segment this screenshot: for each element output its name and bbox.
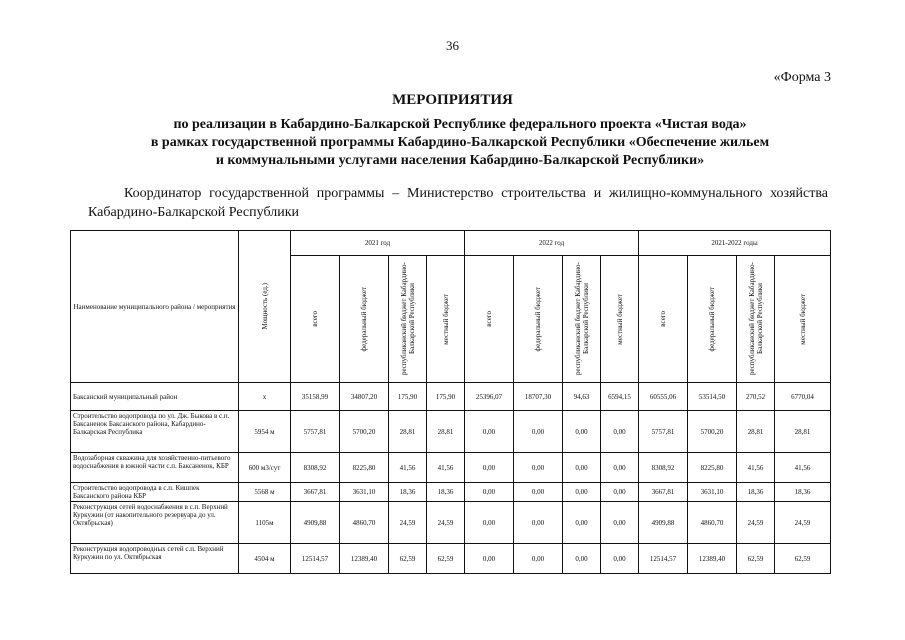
header-local [601,256,639,383]
row-value: 4909,88 [639,502,688,544]
subtitle-line: в рамках государственной программы Кабардино-Балкарской Республики «Обеспечение жильем [150,135,770,150]
row-name: Строительство водопровода по ул. Дж. Быкова в с.п. Баксаненок Баксанского района, Кабардино-Балкарская Республика [71,411,239,453]
row-value: 8308,92 [639,453,688,483]
row-value: 62,59 [775,544,831,574]
row-value: 62,59 [427,544,465,574]
header-federal [688,256,737,383]
header-federal [514,256,563,383]
row-value: 0,00 [601,411,639,453]
row-value: 94,63 [563,383,601,411]
row-value: 0,00 [601,453,639,483]
row-value: 0,00 [465,483,514,502]
table-body [71,383,831,574]
row-value: 0,00 [514,544,563,574]
row-capacity: 5954 м [239,411,291,453]
row-value: 6770,04 [775,383,831,411]
row-capacity: х [239,383,291,411]
row-value: 41,56 [427,453,465,483]
row-value: 25396,07 [465,383,514,411]
header-federal [340,256,389,383]
row-value: 3631,10 [340,483,389,502]
row-value: 12514,57 [639,544,688,574]
row-value: 0,00 [601,483,639,502]
row-value: 62,59 [389,544,427,574]
header-name-label: Наименование муниципального района / мероприятия [73,302,236,311]
header-republic-label: республиканский бюджет Кабардино-Балкарской Республики [747,262,764,376]
row-value: 5757,81 [291,411,340,453]
row-value: 60555,06 [639,383,688,411]
row-value: 5700,20 [340,411,389,453]
row-value: 4860,70 [688,502,737,544]
row-value: 0,00 [465,544,514,574]
header-year-2022: 2022 год [465,231,639,256]
row-value: 24,59 [737,502,775,544]
district-row [71,383,831,411]
row-value: 18707,30 [514,383,563,411]
header-federal-label: федеральный бюджет [360,286,368,352]
header-federal-label: федеральный бюджет [708,286,716,352]
row-value: 0,00 [514,502,563,544]
row-value: 34807,20 [340,383,389,411]
row-value: 18,36 [775,483,831,502]
header-local [427,256,465,383]
row-value: 175,90 [389,383,427,411]
row-value: 35158,99 [291,383,340,411]
row-value: 41,56 [775,453,831,483]
row-value: 0,00 [601,502,639,544]
row-value: 18,36 [737,483,775,502]
header-federal-label: федеральный бюджет [534,286,542,352]
table-row [71,544,831,574]
header-total [639,256,688,383]
row-value: 28,81 [737,411,775,453]
row-capacity: 4504 м [239,544,291,574]
row-value: 18,36 [389,483,427,502]
header-total-label: всего [659,311,667,327]
row-capacity: 600 м3/сут [239,453,291,483]
row-value: 62,59 [737,544,775,574]
header-local-label: местный бюджет [798,293,807,345]
row-value: 3631,10 [688,483,737,502]
page-number: 36 [446,38,459,53]
subtitle-line: по реализации в Кабардино-Балкарской Республике федерального проекта «Чистая вода» [173,117,747,132]
table-row [71,411,831,453]
row-capacity: 1105м [239,502,291,544]
row-value: 28,81 [389,411,427,453]
document-subtitle [90,116,830,170]
row-value: 24,59 [775,502,831,544]
document-title: МЕРОПРИЯТИЯ [392,92,513,108]
row-value: 24,59 [389,502,427,544]
header-total [465,256,514,383]
header-total-label: всего [485,311,493,327]
header-local-label: местный бюджет [615,293,624,345]
row-value: 0,00 [465,453,514,483]
row-capacity: 5568 м [239,483,291,502]
row-value: 53514,50 [688,383,737,411]
row-value: 0,00 [563,411,601,453]
row-value: 0,00 [563,544,601,574]
header-total-label: всего [311,311,319,327]
row-value: 18,36 [427,483,465,502]
row-value: 5757,81 [639,411,688,453]
row-value: 0,00 [563,483,601,502]
row-name: Реконструкция водопроводных сетей с.п. Верхний Куркужин по ул. Октябрьская [71,544,239,574]
measures-table [70,230,831,574]
header-republic [737,256,775,383]
row-value: 8225,80 [340,453,389,483]
header-name [71,231,239,383]
row-value: 8308,92 [291,453,340,483]
row-value: 0,00 [465,502,514,544]
row-value: 0,00 [465,411,514,453]
table-row [71,502,831,544]
row-value: 12514,57 [291,544,340,574]
header-local-label: местный бюджет [441,293,450,345]
row-value: 0,00 [563,502,601,544]
form-label: «Форма 3 [773,70,831,85]
row-value: 0,00 [514,453,563,483]
row-name: Баксанский муниципальный район [71,383,239,411]
header-republic [563,256,601,383]
header-capacity-label: Мощность (ед.) [260,283,269,330]
row-value: 0,00 [563,453,601,483]
row-value: 175,90 [427,383,465,411]
row-value: 41,56 [737,453,775,483]
header-total [291,256,340,383]
row-value: 6594,15 [601,383,639,411]
row-name: Реконструкция сетей водоснабжения в с.п. Верхний Куркужин (от накопительного резервуара до ул. Октябрьская) [71,502,239,544]
table-row [71,453,831,483]
row-value: 28,81 [775,411,831,453]
row-value: 0,00 [514,411,563,453]
row-value: 3667,81 [639,483,688,502]
row-name: Водозаборная скважина для хозяйственно-питьевого водоснабжения в южной части с.п. Баксаненок, КБР [71,453,239,483]
row-value: 270,52 [737,383,775,411]
row-value: 28,81 [427,411,465,453]
row-value: 24,59 [427,502,465,544]
row-value: 41,56 [389,453,427,483]
header-republic [389,256,427,383]
row-value: 0,00 [514,483,563,502]
row-value: 4909,88 [291,502,340,544]
row-name: Строительство водопровода в с.п. Кишпек Баксанского района КБР [71,483,239,502]
coordinator-text: Координатор государственной программы – Министерство строительства и жилищно-коммунального хозяйства Кабардино-Балкарской Республики [88,186,828,220]
header-republic-label: республиканский бюджет Кабардино-Балкарской Республики [573,262,590,376]
row-value: 12389,40 [688,544,737,574]
row-value: 3667,81 [291,483,340,502]
row-value: 0,00 [601,544,639,574]
header-capacity [239,231,291,383]
row-value: 12389,40 [340,544,389,574]
row-value: 8225,80 [688,453,737,483]
header-local [775,256,831,383]
subtitle-line: и коммунальными услугами населения Кабардино-Балкарской Республики» [215,153,705,168]
header-year-2021-2022: 2021-2022 годы [639,231,831,256]
row-value: 5700,20 [688,411,737,453]
table-row [71,483,831,502]
row-value: 4860,70 [340,502,389,544]
header-republic-label: республиканский бюджет Кабардино-Балкарской Республики [399,262,416,376]
header-year-2021: 2021 год [291,231,465,256]
